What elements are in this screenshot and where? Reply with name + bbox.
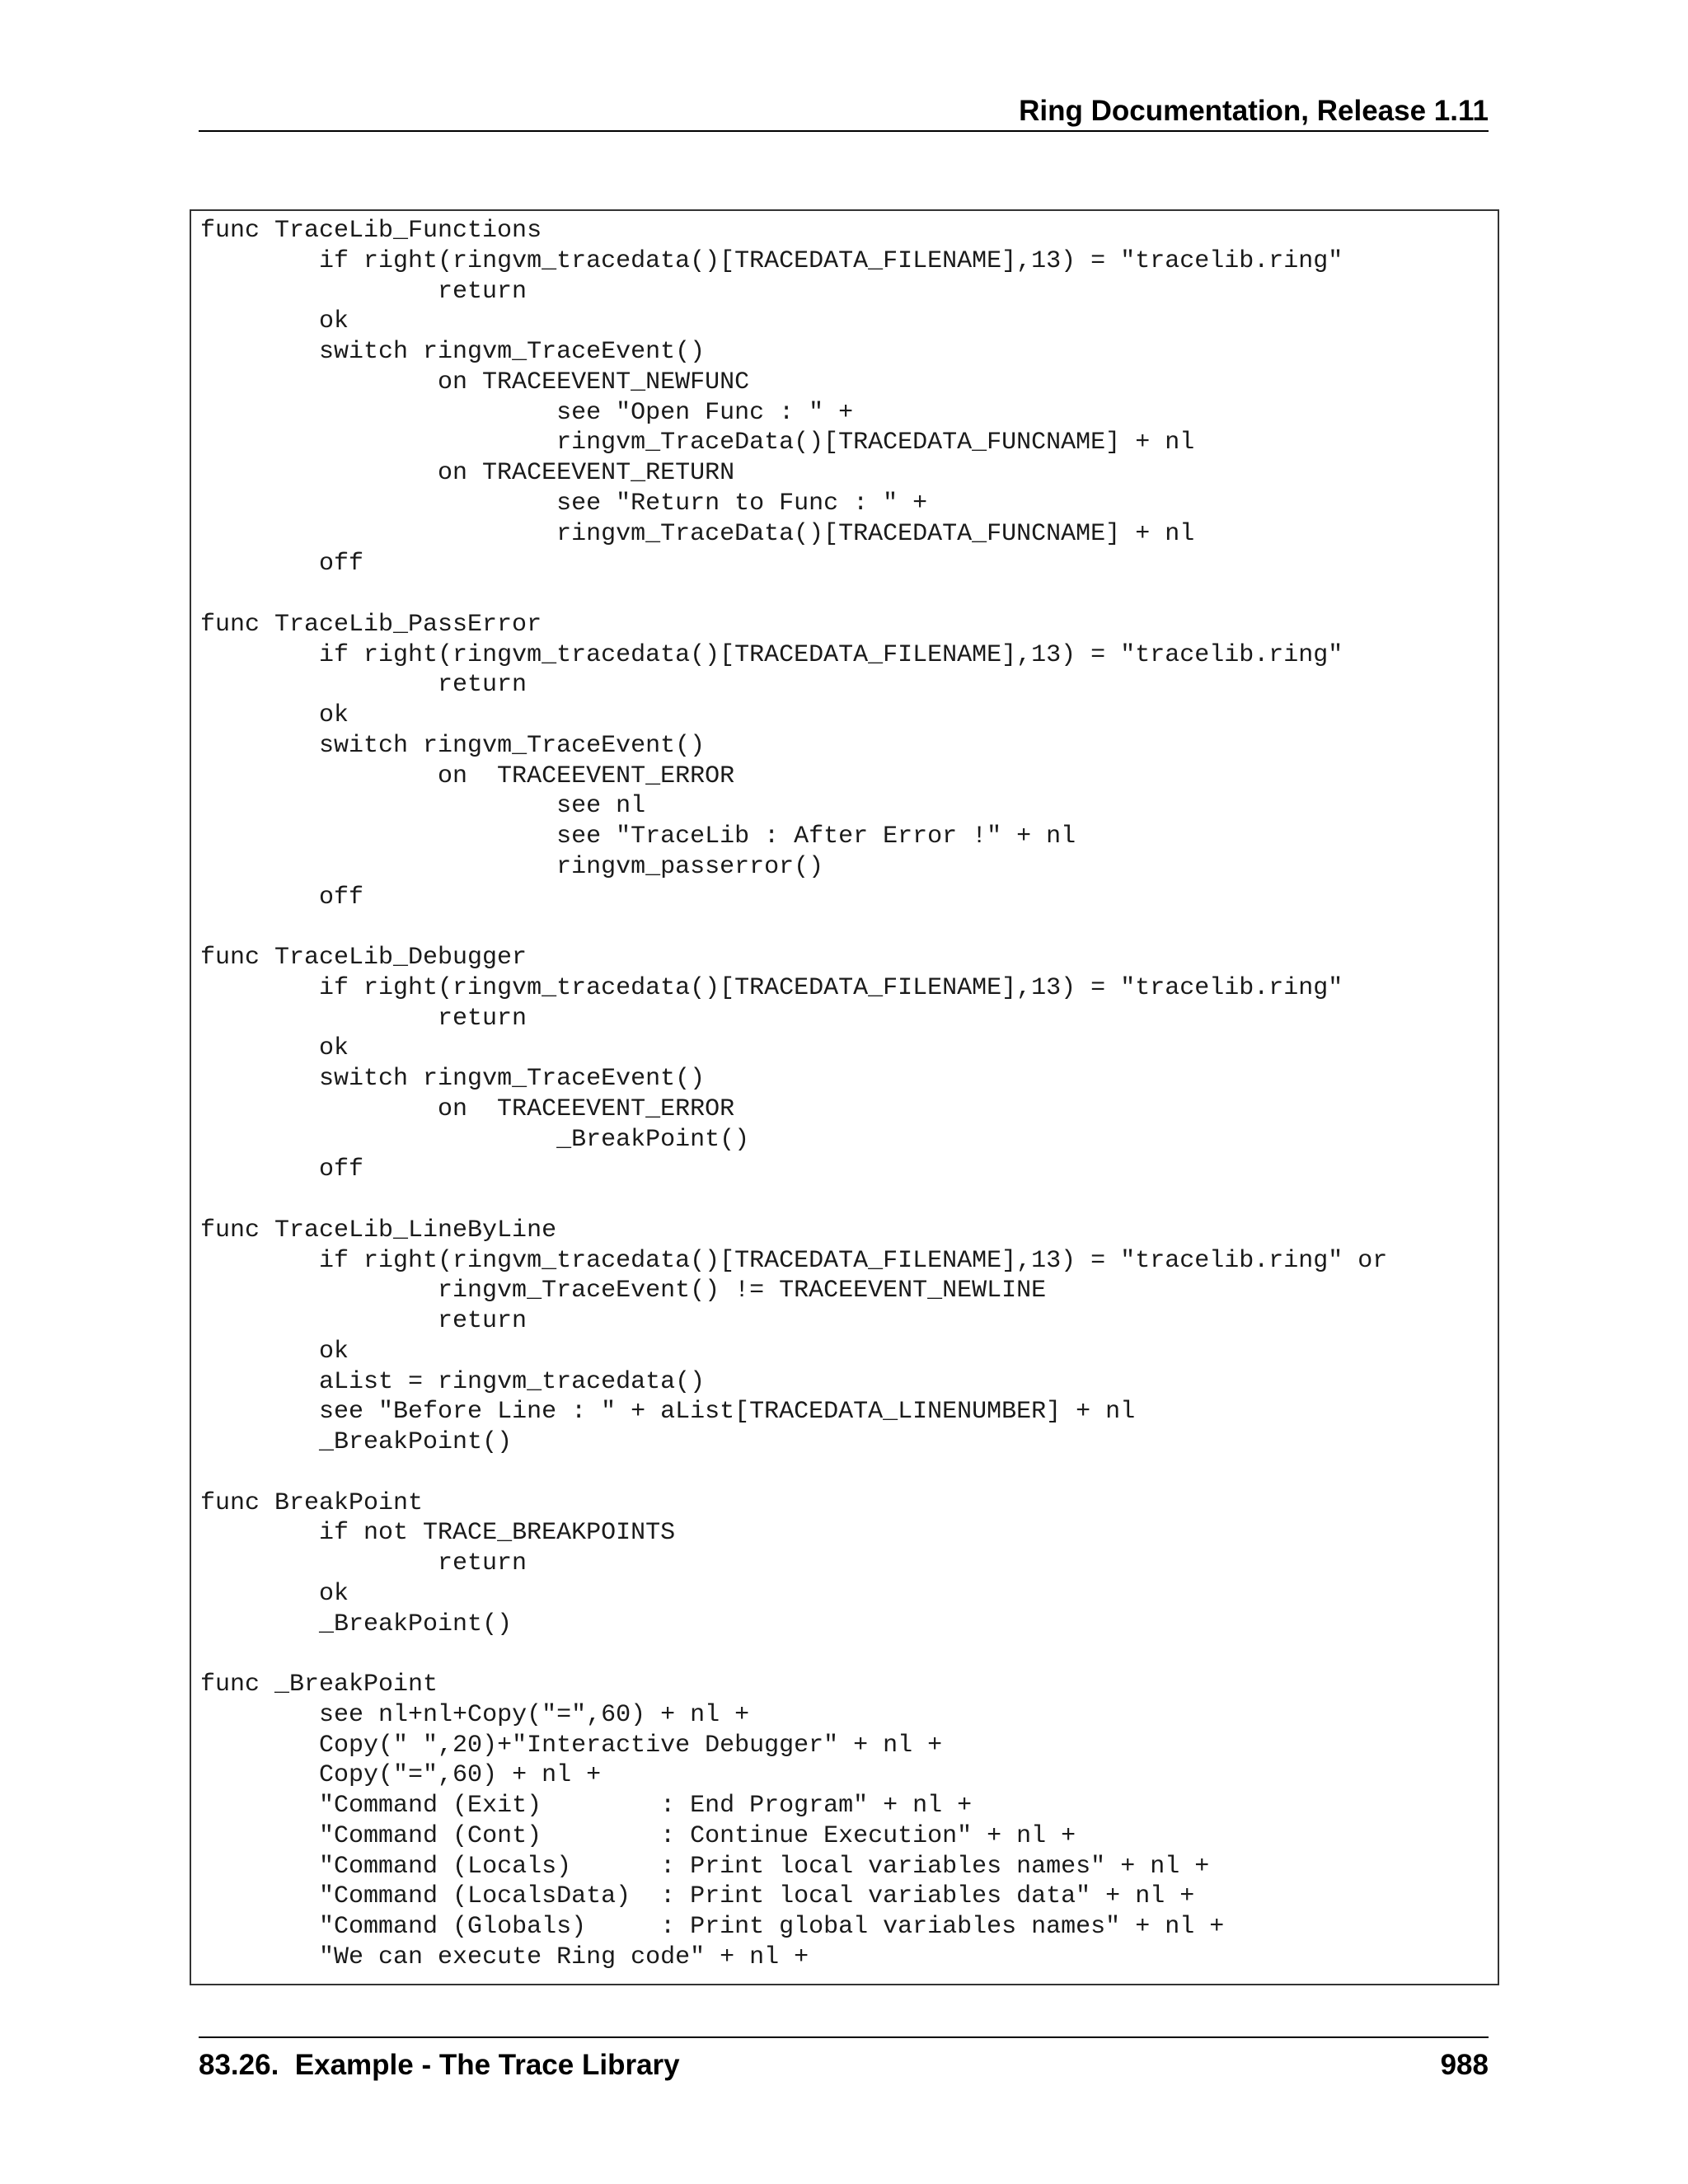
code-line (200, 1639, 1387, 1670)
code-listing (200, 216, 1387, 1973)
code-line: ringvm_passerror() (200, 852, 824, 881)
code-line: switch ringvm_TraceEvent() (200, 731, 706, 760)
code-line: on TRACEEVENT_RETURN (200, 459, 735, 487)
code-line: return (200, 277, 528, 306)
code-line (200, 579, 1387, 610)
code-line: func BreakPoint (200, 1488, 424, 1517)
code-line: see "Before Line : " + aList[TRACEDATA_LINENUMBER] + nl (200, 1398, 1136, 1427)
code-line: ok (200, 1337, 349, 1366)
code-line: if right(ringvm_tracedata()[TRACEDATA_FILENAME],13) = "tracelib.ring" (200, 640, 1343, 669)
code-line: if right(ringvm_tracedata()[TRACEDATA_FILENAME],13) = "tracelib.ring" (200, 973, 1343, 1002)
code-line (200, 1458, 1387, 1488)
code-line: ok (200, 1579, 349, 1608)
code-line: switch ringvm_TraceEvent() (200, 1065, 706, 1093)
code-line: func TraceLib_LineByLine (200, 1216, 557, 1244)
code-line: "Command (Exit) : End Program" + nl + (200, 1792, 973, 1820)
code-line: ok (200, 307, 349, 336)
code-line: ringvm_TraceData()[TRACEDATA_FUNCNAME] + nl (200, 429, 1195, 457)
code-line: "Command (Globals) : Print global variables names" + nl + (200, 1913, 1225, 1941)
code-line: aList = ringvm_tracedata() (200, 1367, 706, 1396)
code-line: _BreakPoint() (200, 1428, 513, 1456)
code-line: Copy(" ",20)+"Interactive Debugger" + nl + (200, 1731, 943, 1760)
code-line: func TraceLib_Functions (200, 217, 542, 245)
code-line: ok (200, 1034, 349, 1063)
code-line: return (200, 671, 528, 700)
code-line: ringvm_TraceData()[TRACEDATA_FUNCNAME] + nl (200, 519, 1195, 548)
code-line: see "Return to Func : " + (200, 489, 928, 518)
code-line: "Command (LocalsData) : Print local variables data" + nl + (200, 1882, 1195, 1911)
code-line: "We can execute Ring code" + nl + (200, 1943, 809, 1971)
code-line: on TRACEEVENT_ERROR (200, 762, 735, 790)
code-line (200, 1185, 1387, 1216)
code-line (200, 912, 1387, 943)
code-line: ok (200, 701, 349, 729)
code-line: off (200, 550, 364, 579)
code-line: on TRACEEVENT_ERROR (200, 1094, 735, 1123)
code-line: return (200, 1004, 528, 1033)
code-line: ringvm_TraceEvent() != TRACEEVENT_NEWLINE (200, 1277, 1047, 1305)
page-header (199, 92, 1489, 132)
code-line: if right(ringvm_tracedata()[TRACEDATA_FILENAME],13) = "tracelib.ring" or (200, 1246, 1388, 1275)
code-listing-box (190, 209, 1499, 1985)
code-line: "Command (Locals) : Print local variables names" + nl + (200, 1852, 1210, 1881)
code-line: "Command (Cont) : Continue Execution" + nl + (200, 1821, 1076, 1850)
code-line: _BreakPoint() (200, 1610, 513, 1638)
code-line: func TraceLib_PassError (200, 610, 542, 639)
code-line: see "TraceLib : After Error !" + nl (200, 823, 1076, 851)
code-line: switch ringvm_TraceEvent() (200, 338, 706, 366)
code-line: see nl (200, 792, 646, 821)
code-line: on TRACEEVENT_NEWFUNC (200, 368, 750, 396)
code-line: Copy("=",60) + nl + (200, 1761, 602, 1790)
code-line: return (200, 1307, 528, 1335)
code-line: return (200, 1549, 528, 1577)
document-title: Ring Documentation, Release 1.11 (1019, 95, 1489, 127)
section-title: 83.26. Example - The Trace Library (199, 2049, 680, 2081)
code-line: off (200, 1155, 364, 1184)
code-line: _BreakPoint() (200, 1125, 750, 1154)
code-line: if right(ringvm_tracedata()[TRACEDATA_FILENAME],13) = "tracelib.ring" (200, 246, 1343, 275)
page-number: 988 (1440, 2049, 1489, 2081)
code-line: func _BreakPoint (200, 1671, 438, 1699)
code-line: see "Open Func : " + (200, 398, 854, 427)
code-line: func TraceLib_Debugger (200, 944, 528, 972)
code-line: if not TRACE_BREAKPOINTS (200, 1519, 676, 1548)
code-line: see nl+nl+Copy("=",60) + nl + (200, 1700, 750, 1729)
page-footer (199, 2036, 1489, 2084)
code-line: off (200, 883, 364, 912)
